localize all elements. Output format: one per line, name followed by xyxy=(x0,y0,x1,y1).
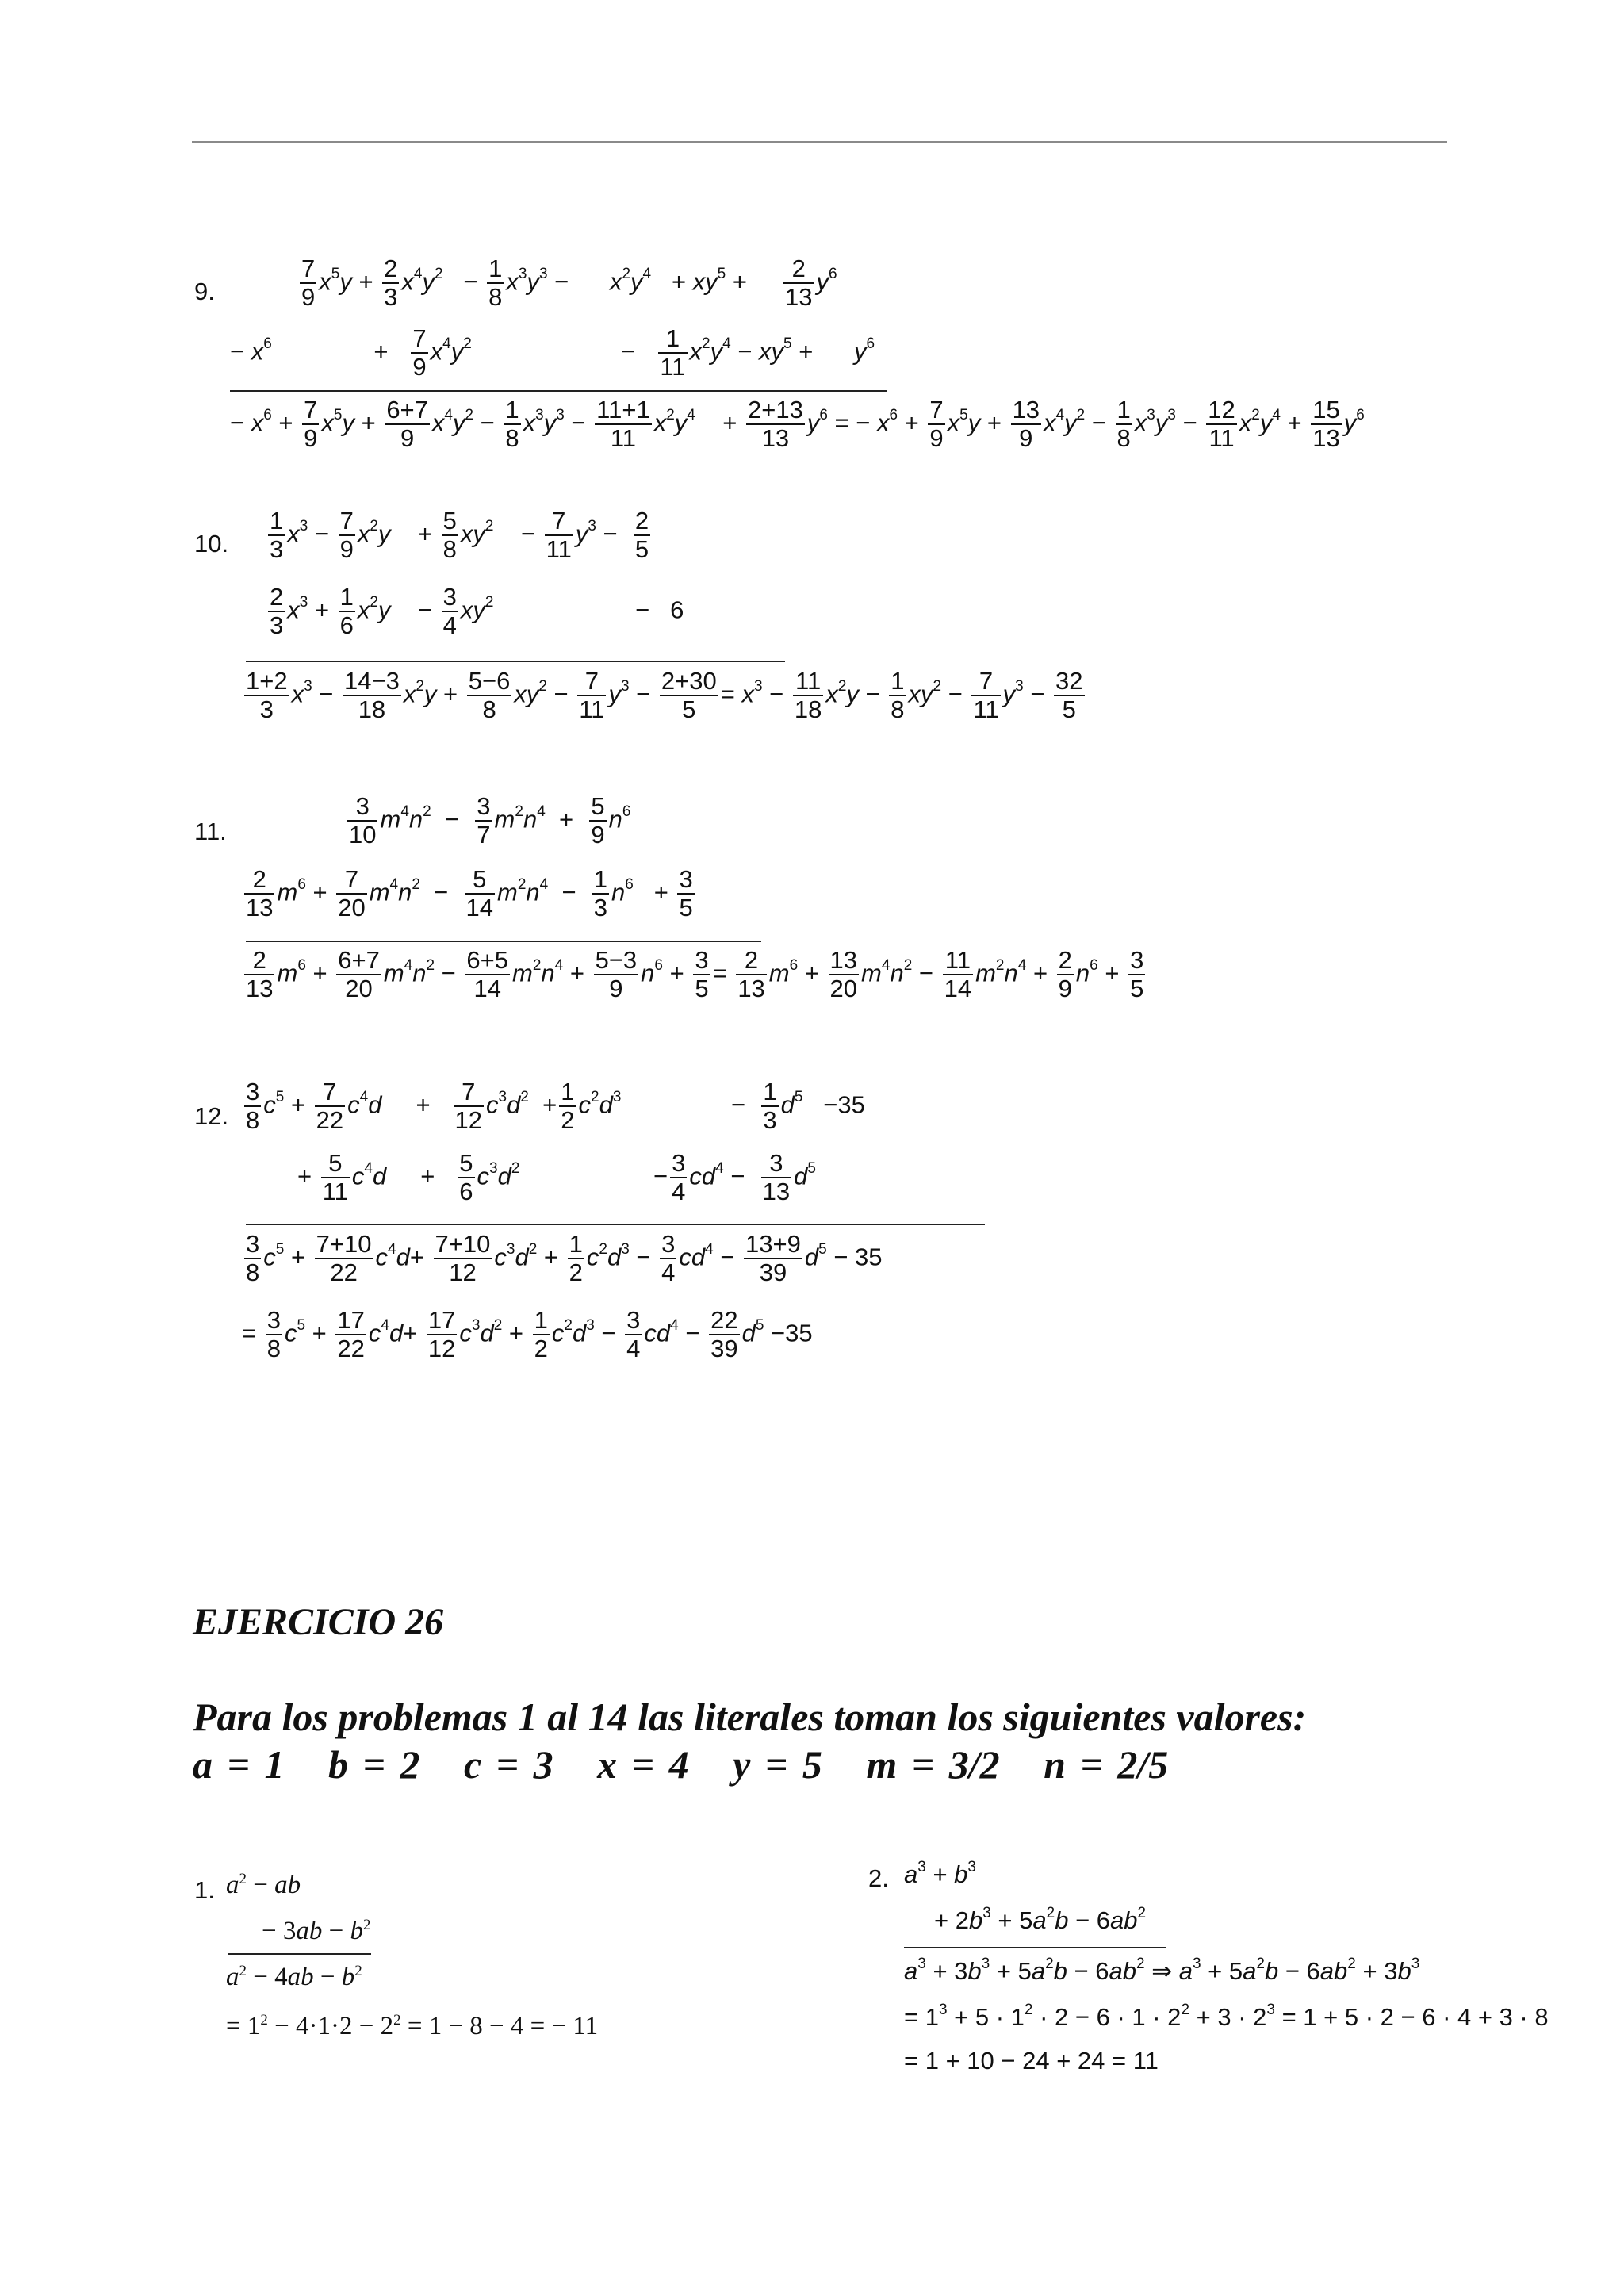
sum-line xyxy=(230,390,887,392)
problem-1-row2: − $3ab - b^2$ xyxy=(262,1917,371,1945)
problem-12-row2: + $\frac{5}{11}$ $c^4d$ + $\frac{5}{6}$ $c^3d^2$ − $\frac{3}{4}$ $cd^4$ − $\frac{3}{13}$ $d^5$ xyxy=(297,1149,816,1206)
sum-line xyxy=(246,1224,985,1225)
problem-12-row1: $\frac{3}{8}$ $c^5$ + $\frac{7}{22}$ $c^4d$ + $\frac{7}{12}$ $c^3d^2$ + $\frac{1}{2}$ $c^2d^3$ − $\frac{1}{3}$ $d^5 -35$ xyxy=(246,1078,865,1135)
sum-line xyxy=(246,941,761,942)
problem-12-sum: $\frac{3}{8}$ $c^5$ + $\frac{7+10}{22}$ $c^4d+$ $\frac{7+10}{12}$ $c^3d^2$ + $\frac{1}{2}$ $c^2d^3$ − $\frac{3}{4}$ $cd^4$ − $\frac{13+9}{39}$ $d^5 - 35$ xyxy=(246,1230,883,1287)
section-heading: EJERCICIO 26 xyxy=(193,1601,444,1643)
sum-line xyxy=(904,1947,1166,1948)
sum-line xyxy=(228,1953,371,1955)
problem-10-sum: $\frac{1+2}{3}$ $x^3$ − $\frac{14-3}{18}$ $x^2y$ + $\frac{5-6}{8}$ $xy^2$ − $\frac{7}{11}$ $y^3$ − $\frac{2+30}{5}$ = $x^3$ − $\frac{11}{18}$ $x^2y$ − $\frac{1}{8}$ $xy^2$ − $\frac{7}{11}$ $y^3$ − $\frac{32}{5}$ xyxy=(246,667,1083,724)
problem-12-result: = $\frac{3}{8}$ $c^5$ + $\frac{17}{22}$ $c^4d+$ $\frac{17}{12}$ $c^3d^2$ + $\frac{1}{2}$ $c^2d^3$ − $\frac{3}{4}$ $cd^4$ − $\frac{22}{39}$ $d^5 -35$ xyxy=(242,1306,813,1363)
problem-2-eval1: = $1^3 + 5 \cdot 1^2 \cdot 2 - 6 \cdot 1 \cdot 2^2 + 3 \cdot 2^3 = 1 + 5 \cdot 2 - 6 \cdot 4 + 3 \cdot 8$ xyxy=(904,2002,1549,2031)
values-text: a = 1 b = 2 c = 3 x = 4 y = 5 m = 3/2 n = 2/5 xyxy=(193,1742,1169,1787)
problem-number: 12. xyxy=(194,1102,229,1130)
problem-2-row1: $a^3 + b^3$ xyxy=(904,1859,976,1888)
problem-11-row2: $\frac{2}{13}$ $m^6$ + $\frac{7}{20}$ $m^4n^2$ − $\frac{5}{14}$ $m^2n^4$ − $\frac{1}{3}$ $n^6$ + $\frac{3}{5}$ xyxy=(246,865,693,922)
problem-1-eval: = $1^2 - 4\cdot 1\cdot 2 - 2^2 = 1 - 8 - 4$ = − 11 xyxy=(226,2012,599,2040)
problem-1-sum: $a^2 - 4ab - b^2$ xyxy=(226,1963,362,1991)
problem-9-row2: − $x^6$ + $\frac{7}{9}$ $x^4y^2$ − $\frac{1}{11}$ $x^2y^4 - xy^5$ + $y^6$ xyxy=(230,324,875,381)
problem-1-row1: $a^2$ − ab xyxy=(226,1871,301,1899)
problem-2-row2: + $2b^3 + 5a^2b - 6ab^2$ xyxy=(934,1905,1147,1934)
problem-10-row1: $\frac{1}{3}$ $x^3$ − $\frac{7}{9}$ $x^2y$ + $\frac{5}{8}$ $xy^2$ − $\frac{7}{11}$ $y^3$ − $\frac{2}{5}$ xyxy=(270,507,649,564)
problem-number: 10. xyxy=(194,530,229,557)
problem-number: 2. xyxy=(868,1864,889,1892)
problem-number: 1. xyxy=(194,1876,215,1904)
problem-10-row2: $\frac{2}{3}$ $x^3$ + $\frac{1}{6}$ $x^2y$ − $\frac{3}{4}$ $xy^2 - 6$ xyxy=(270,583,684,640)
problem-number: 9. xyxy=(194,278,215,305)
problem-2-eval2: = 1 + 10 − 24 + 24 = 11 xyxy=(904,2047,1159,2075)
intro-text: Para los problemas 1 al 14 las literales toman los siguientes valores: xyxy=(193,1695,1307,1739)
sum-line xyxy=(246,661,785,662)
top-rule xyxy=(192,141,1447,143)
problem-9-sum: − $x^6$ + $\frac{7}{9}$ $x^5y$ + $\frac{6+7}{9}$ $x^4y^2$ − $\frac{1}{8}$ $x^3y^3$ − $\frac{11+1}{11}$ $x^2y^4$ + $\frac{2+13}{13}$ $y^6$ = − $x^6$ + $\frac{7}{9}$ $x^5y$ + $\frac{13}{9}$ $x^4y^2$ − $\frac{1}{8}$ $x^3y^3$ − $\frac{12}{11}$ $x^2y^4$ + $\frac{15}{13}$ $y^6$ xyxy=(230,396,1365,453)
problem-number: 11. xyxy=(194,818,227,845)
problem-11-sum: $\frac{2}{13}$ $m^6$ + $\frac{6+7}{20}$ $m^4n^2$ − $\frac{6+5}{14}$ $m^2n^4$ + $\frac{5-3}{9}$ $n^6$ + $\frac{3}{5}$ = $\frac{2}{13}$ $m^6$ + $\frac{13}{20}$ $m^4n^2$ − $\frac{11}{14}$ $m^2n^4$ + $\frac{2}{9}$ $n^6$ + $\frac{3}{5}$ xyxy=(246,946,1144,1003)
problem-9-row1: $\frac{7}{9}$ $x^5y$ + $\frac{2}{3}$ $x^4y^2$ − $\frac{1}{8}$ $x^3y^3$ − $x^2y^4 + xy^5$ + $\frac{2}{13}$ $y^6$ xyxy=(301,255,837,312)
problem-11-row1: $\frac{3}{10}$ $m^4n^2$ − $\frac{3}{7}$ $m^2n^4$ + $\frac{5}{9}$ $n^6$ xyxy=(349,792,631,849)
problem-2-sum: $a^3 + 3b^3 + 5a^2b - 6ab^2$ ⇒ $a^3 + 5a^2b - 6ab^2 + 3b^3$ xyxy=(904,1956,1420,1985)
